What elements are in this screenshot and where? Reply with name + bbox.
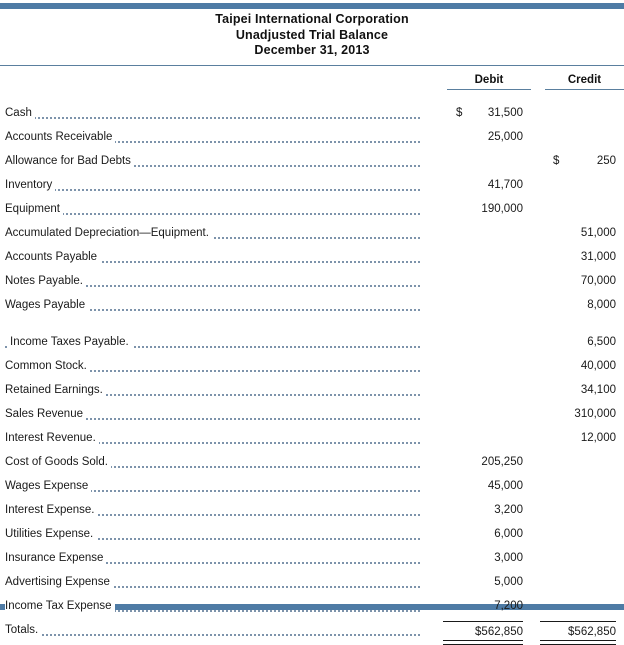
account-row xyxy=(0,224,624,248)
amount-credit: 31,000 xyxy=(580,251,616,263)
account-name: Equipment xyxy=(5,202,63,216)
account-name: Advertising Expense xyxy=(5,575,113,589)
account-row xyxy=(0,405,624,429)
account-name: Totals. xyxy=(5,623,41,637)
account-row xyxy=(0,381,624,405)
amount-debit: $562,850 xyxy=(475,626,523,638)
amount-debit: 205,250 xyxy=(481,456,523,468)
account-row xyxy=(0,477,624,501)
amount-credit: 250 xyxy=(596,155,616,167)
account-name: Cost of Goods Sold. xyxy=(5,455,111,469)
account-row xyxy=(0,357,624,381)
account-row xyxy=(0,501,624,525)
amount-debit: 5,000 xyxy=(494,576,523,588)
account-name: Utilities Expense. xyxy=(5,527,96,541)
amount-debit: 31,500 xyxy=(487,107,523,119)
account-row xyxy=(0,525,624,549)
amount-credit: 40,000 xyxy=(580,360,616,372)
amount-debit: 3,200 xyxy=(494,504,523,516)
account-row xyxy=(0,573,624,597)
account-row xyxy=(0,152,624,176)
currency-symbol-debit: $ xyxy=(456,107,463,119)
account-name: Accumulated Depreciation—Equipment. xyxy=(5,226,212,240)
totals-double-rule-credit xyxy=(540,640,616,645)
report-title-block xyxy=(0,12,624,59)
amount-debit: 190,000 xyxy=(481,203,523,215)
report-statement-name: Unadjusted Trial Balance xyxy=(235,27,389,42)
account-row xyxy=(0,104,624,128)
amount-debit: 41,700 xyxy=(487,179,523,191)
amount-debit: 6,000 xyxy=(494,528,523,540)
amount-credit: $562,850 xyxy=(568,626,616,638)
leader-dots xyxy=(5,211,420,215)
account-name: Inventory xyxy=(5,178,55,192)
amount-credit: 310,000 xyxy=(574,408,616,420)
account-name: Allowance for Bad Debts xyxy=(5,154,134,168)
amount-credit: 51,000 xyxy=(580,227,616,239)
account-row xyxy=(0,296,624,320)
account-rows xyxy=(0,104,624,645)
totals-rule-above-credit xyxy=(540,621,616,622)
column-header-debit: Debit xyxy=(447,74,531,90)
amount-credit: 6,500 xyxy=(587,336,616,348)
account-name: Common Stock. xyxy=(5,359,90,373)
account-row xyxy=(0,128,624,152)
amount-debit: 25,000 xyxy=(487,131,523,143)
account-row xyxy=(0,272,624,296)
account-row xyxy=(0,333,624,357)
totals-double-rule-debit xyxy=(443,640,523,645)
account-row xyxy=(0,453,624,477)
amount-debit: 7,200 xyxy=(494,600,523,612)
report-company-name: Taipei International Corporation xyxy=(215,12,409,26)
amount-debit: 3,000 xyxy=(494,552,523,564)
account-name: Accounts Receivable xyxy=(5,130,115,144)
column-header-credit: Credit xyxy=(545,74,624,90)
leader-dots xyxy=(5,632,420,636)
title-divider xyxy=(0,65,624,66)
totals-row xyxy=(0,621,624,645)
account-name: Wages Payable xyxy=(5,298,88,312)
totals-rule-above-debit xyxy=(443,621,523,622)
amount-credit: 70,000 xyxy=(580,275,616,287)
amount-credit: 8,000 xyxy=(587,299,616,311)
currency-symbol-credit: $ xyxy=(553,155,560,167)
leader-dots xyxy=(5,187,420,191)
top-accent-bar xyxy=(0,3,624,9)
leader-dots xyxy=(5,115,420,119)
account-name: Income Tax Expense xyxy=(5,599,115,613)
account-name: Accounts Payable xyxy=(5,250,100,264)
account-name: Income Taxes Payable. xyxy=(10,335,132,349)
amount-credit: 12,000 xyxy=(580,432,616,444)
account-row xyxy=(0,248,624,272)
amount-credit: 34,100 xyxy=(580,384,616,396)
account-name: Interest Revenue. xyxy=(5,431,99,445)
amount-debit: 45,000 xyxy=(487,480,523,492)
account-row xyxy=(0,176,624,200)
report-date: December 31, 2013 xyxy=(254,43,370,57)
account-name: Wages Expense xyxy=(5,479,91,493)
account-row xyxy=(0,429,624,453)
account-name: Cash xyxy=(5,106,35,120)
account-name: Retained Earnings. xyxy=(5,383,106,397)
column-header-row xyxy=(0,74,624,96)
account-name: Sales Revenue xyxy=(5,407,86,421)
account-name: Insurance Expense xyxy=(5,551,106,565)
account-name: Interest Expense. xyxy=(5,503,98,517)
account-name: Notes Payable. xyxy=(5,274,86,288)
account-row xyxy=(0,549,624,573)
account-row xyxy=(0,200,624,224)
